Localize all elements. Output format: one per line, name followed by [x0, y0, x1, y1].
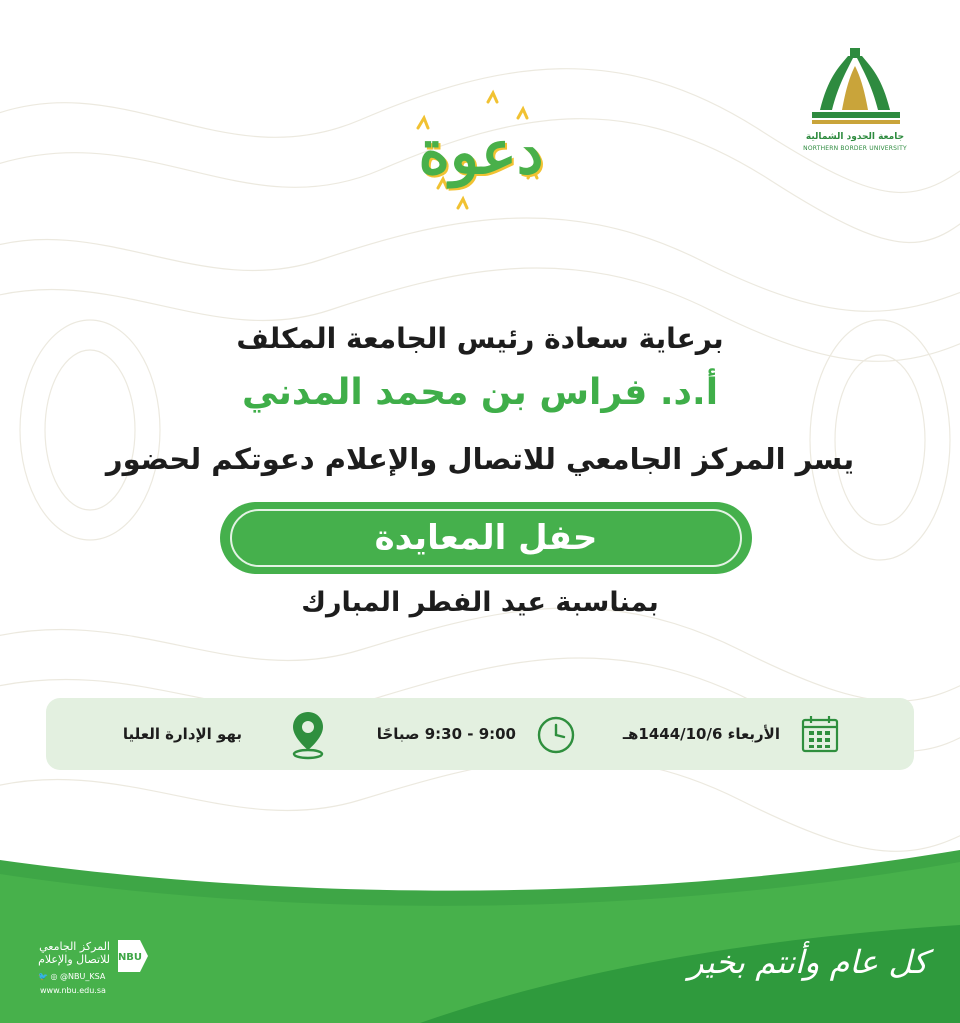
university-logo [798, 48, 912, 158]
media-center-name: المركز الجامعي للاتصال والإعلام [38, 940, 110, 966]
event-time-item [377, 698, 516, 770]
university-name-arabic: جامعة الحدود الشمالية [805, 132, 905, 142]
university-emblem-icon [798, 48, 912, 132]
nbu-badge-icon [114, 938, 150, 974]
event-title-banner [220, 502, 752, 574]
twitter-icon[interactable]: 🐦 [38, 972, 48, 981]
event-title: حفل المعايدة [374, 518, 598, 558]
calendar-icon [800, 714, 840, 754]
event-date-item [623, 698, 780, 770]
event-time: 9:00 - 9:30 صباحًا [376, 725, 516, 743]
occasion-line: بمناسبة عيد الفطر المبارك [301, 587, 659, 618]
president-name: أ.د. فراس بن محمد المدني [241, 372, 719, 413]
eid-greeting: كل عام وأنتم بخير [688, 943, 928, 981]
nbu-badge-text: NBU [117, 952, 143, 963]
instagram-icon[interactable]: ◎ [50, 972, 58, 981]
event-location: بهو الإدارة العليا [122, 725, 242, 743]
social-handle[interactable] [38, 972, 105, 981]
clock-icon [536, 715, 576, 755]
event-location-item [123, 698, 242, 770]
invite-line: يسر المركز الجامعي للاتصال والإعلام دعوتكم لحضور [105, 442, 855, 476]
website-link[interactable]: www.nbu.edu.sa [40, 986, 106, 995]
invitation-calligraphy [398, 88, 564, 228]
university-name-english: NORTHERN BORDER UNIVERSITY [803, 145, 907, 152]
invitation-word: دعوة [418, 118, 544, 188]
media-center-logo [30, 932, 160, 1002]
event-date: الأربعاء 1444/10/6هـ [622, 725, 780, 743]
patronage-line: برعاية سعادة رئيس الجامعة المكلف [236, 322, 724, 355]
event-details-bar [46, 698, 914, 770]
location-pin-icon [288, 708, 328, 760]
social-handle-text: @NBU_KSA [60, 972, 106, 981]
